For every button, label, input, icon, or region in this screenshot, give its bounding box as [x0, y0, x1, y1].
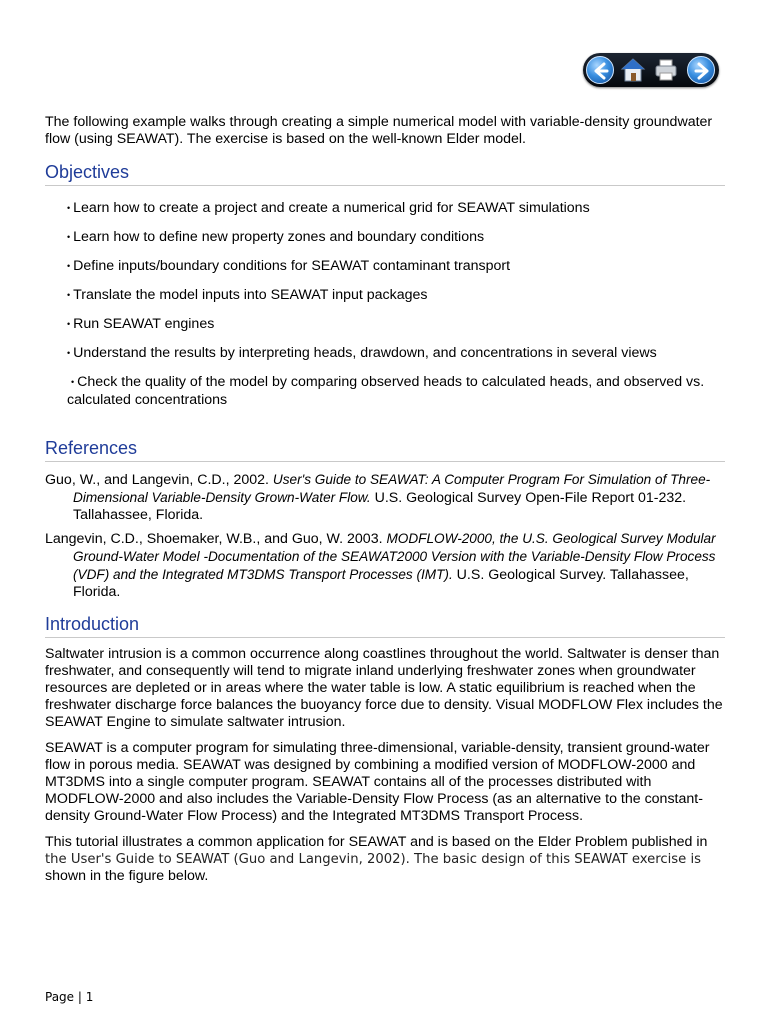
document-body: [45, 114, 725, 894]
bullet-icon: •: [67, 232, 71, 242]
bullet-icon: •: [67, 348, 71, 358]
introduction-heading: Introduction: [45, 613, 725, 638]
tutorial-paragraph: This tutorial illustrates a common application for SEAWAT and is based on the Elder Problem published in the User's Guide to SEAWAT (Guo and Langevin, 2002). The basic design of this SEAWAT exercise is shown in the figure below.: [45, 834, 708, 884]
arrow-left-icon: [587, 57, 615, 85]
back-button[interactable]: [586, 56, 614, 84]
list-item: • Translate the model inputs into SEAWAT input packages: [67, 287, 428, 303]
print-button[interactable]: [652, 56, 680, 84]
list-item: • Check the quality of the model by comparing observed heads to calculated heads, and observed vs. calculated concentrations: [67, 374, 705, 408]
printer-icon: [652, 56, 680, 84]
objectives-list: [45, 200, 725, 409]
references-heading: References: [45, 437, 725, 462]
reference-item: Langevin, C.D., Shoemaker, W.B., and Guo, W. 2003. MODFLOW-2000, the U.S. Geological Survey Modular Ground-Water Model -Documentation of the SEAWAT2000 Version with the Variable-Density Flow Process (VDF) and the Integrated MT3DMS Transport Processes (IMT). U.S. Geological Survey. Tallahassee, Florida.: [45, 531, 716, 600]
objectives-heading: Objectives: [45, 161, 725, 186]
home-button[interactable]: [619, 56, 647, 84]
forward-button[interactable]: [687, 56, 715, 84]
list-item: • Run SEAWAT engines: [67, 316, 215, 332]
bullet-icon: •: [71, 377, 75, 387]
bullet-icon: •: [67, 319, 71, 329]
introduction-paragraph: Saltwater intrusion is a common occurrence along coastlines throughout the world. Saltwater is denser than freshwater, and consequently will tend to migrate inland underlying freshwater zones when groundwater resources are depleted or in areas where the water table is low. A static equilibrium is reached when the freshwater discharge force balances the buoyancy force due to density. Visual MODFLOW Flex includes the SEAWAT Engine to simulate saltwater intrusion.: [45, 646, 723, 730]
home-icon: [619, 56, 647, 84]
navigation-bar: [583, 53, 719, 87]
intro-paragraph: The following example walks through creating a simple numerical model with variable-density groundwater flow (using SEAWAT). The exercise is based on the well-known Elder model.: [45, 114, 713, 147]
page-number: Page | 1: [45, 990, 94, 1004]
seawat-paragraph: SEAWAT is a computer program for simulating three-dimensional, variable-density, transient ground-water flow in porous media. SEAWAT was designed by combining a modified version of MODFLOW-2000 and MT3DMS into a single computer program. SEAWAT contains all of the processes distributed with MODFLOW-2000 and also includes the Variable-Density Flow Process (as an alternative to the constant-density Ground-Water Flow Process) and the Integrated MT3DMS Transport Process.: [45, 740, 710, 824]
references-list: [45, 471, 725, 601]
list-item: • Learn how to create a project and create a numerical grid for SEAWAT simulations: [67, 200, 590, 216]
arrow-right-icon: [688, 57, 716, 85]
bullet-icon: •: [67, 203, 71, 213]
reference-item: Guo, W., and Langevin, C.D., 2002. User's Guide to SEAWAT: A Computer Program For Simulation of Three-Dimensional Variable-Density Grown-Water Flow. U.S. Geological Survey Open-File Report 01-232. Tallahassee, Florida.: [45, 472, 711, 523]
list-item: • Define inputs/boundary conditions for SEAWAT contaminant transport: [67, 258, 511, 274]
list-item: • Learn how to define new property zones and boundary conditions: [67, 229, 485, 245]
list-item: • Understand the results by interpreting heads, drawdown, and concentrations in several views: [67, 345, 657, 361]
bullet-icon: •: [67, 290, 71, 300]
bullet-icon: •: [67, 261, 71, 271]
